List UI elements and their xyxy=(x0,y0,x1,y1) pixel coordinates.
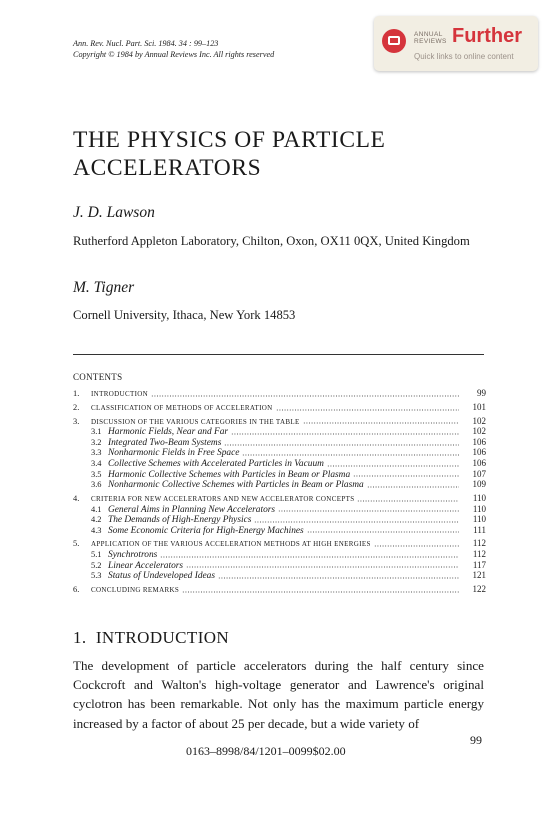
toc-entry[interactable] xyxy=(73,437,486,448)
toc-entry-number: 4.1 xyxy=(91,504,102,514)
toc-entry-number: 5.1 xyxy=(91,550,102,560)
toc-entry[interactable] xyxy=(73,469,486,480)
toc-entry-label: CONCLUDING REMARKS xyxy=(91,586,180,595)
toc-entry[interactable] xyxy=(73,458,486,469)
toc-leader-dots xyxy=(357,495,459,502)
toc-leader-dots xyxy=(231,428,459,435)
toc-entry-page: 117 xyxy=(472,559,486,570)
toc-entry-number: 3.3 xyxy=(91,448,102,458)
footer-code: 0163–8998/84/1201–0099$02.00 xyxy=(186,744,346,758)
toc-entry[interactable] xyxy=(73,426,486,437)
divider xyxy=(73,354,484,355)
toc-entry-label: General Aims in Planning New Accelerators xyxy=(108,504,276,515)
toc-entry-label: CRITERIA FOR NEW ACCELERATORS AND NEW ACCELERATOR CONCEPTS xyxy=(91,494,355,503)
toc-leader-dots xyxy=(303,417,459,424)
toc-entry[interactable] xyxy=(73,570,486,581)
author-affiliation: Rutherford Appleton Laboratory, Chilton, Oxon, OX11 0QX, United Kingdom xyxy=(73,234,470,248)
toc-entry-label: Harmonic Collective Schemes with Particles in Beam or Plasma xyxy=(108,469,351,480)
toc-leader-dots xyxy=(254,516,459,523)
toc-entry-label: Status of Undeveloped Ideas xyxy=(108,571,216,582)
toc-entry-number: 3.4 xyxy=(91,458,102,468)
toc-leader-dots xyxy=(218,572,459,579)
toc-entry-page: 106 xyxy=(472,447,486,458)
toc-entry-label: APPLICATION OF THE VARIOUS ACCELERATION METHODS AT HIGH ENERGIES xyxy=(91,540,371,549)
toc-entry-number: 3.6 xyxy=(91,480,102,490)
body-paragraph: The development of particle accelerators during the half century since Cockcroft and Walton's high-voltage generator and Lawrence's original cyclotron has been remarkable. Not only has the maximum particle energy increased by a factor of about 25 per decade, but a wide variety of xyxy=(73,658,484,731)
toc-entry-label: Harmonic Fields, Near and Far xyxy=(108,427,229,438)
toc-entry-label: Some Economic Criteria for High-Energy Machines xyxy=(108,525,304,536)
toc-entry[interactable] xyxy=(73,504,486,515)
toc-leader-dots xyxy=(374,540,459,547)
journal-citation: Ann. Rev. Nucl. Part. Sci. 1984. 34 : 99–123 xyxy=(73,39,219,48)
toc-entry-label: The Demands of High-Energy Physics xyxy=(108,515,252,526)
toc-leader-dots xyxy=(353,470,459,477)
further-banner[interactable] xyxy=(374,16,538,71)
contents-heading: CONTENTS xyxy=(73,372,123,382)
author-name: M. Tigner xyxy=(73,279,135,296)
toc-leader-dots xyxy=(186,561,459,568)
toc-entry-number: 5. xyxy=(73,539,80,549)
banner-headline: Further xyxy=(452,25,522,47)
toc-leader-dots xyxy=(327,460,459,467)
toc-entry-number: 5.3 xyxy=(91,571,102,581)
toc-entry[interactable] xyxy=(73,479,486,490)
toc-entry-number: 5.2 xyxy=(91,560,102,570)
toc-entry-number: 4.2 xyxy=(91,515,102,525)
toc-entry-number: 3.1 xyxy=(91,427,102,437)
toc-entry-page: 122 xyxy=(472,584,486,595)
toc-entry-page: 102 xyxy=(472,415,486,426)
toc-entry-label: Nonharmonic Fields in Free Space xyxy=(108,448,240,459)
toc-entry-page: 110 xyxy=(472,492,486,503)
toc-leader-dots xyxy=(307,526,459,533)
toc-leader-dots xyxy=(151,390,459,397)
toc-entry-number: 3.2 xyxy=(91,437,102,447)
copyright-line: Copyright © 1984 by Annual Reviews Inc. All rights reserved xyxy=(73,50,275,59)
banner-brand: ANNUAL REVIEWS xyxy=(414,31,447,45)
toc-entry-number: 3.5 xyxy=(91,469,102,479)
toc-entry[interactable] xyxy=(73,584,486,595)
toc-entry-page: 112 xyxy=(472,549,486,560)
toc-entry-page: 109 xyxy=(472,479,486,490)
toc-entry-number: 2. xyxy=(73,402,80,412)
toc-entry-page: 111 xyxy=(473,524,486,535)
toc-entry[interactable] xyxy=(73,538,486,549)
toc-entry[interactable] xyxy=(73,525,486,536)
author-affiliation: Cornell University, Ithaca, New York 14853 xyxy=(73,308,296,322)
toc-entry-label: DISCUSSION OF THE VARIOUS CATEGORIES IN THE TABLE xyxy=(91,417,300,426)
toc-entry[interactable] xyxy=(73,402,486,413)
toc-leader-dots xyxy=(278,505,459,512)
toc-entry-page: 121 xyxy=(472,570,486,581)
toc-entry[interactable] xyxy=(73,514,486,525)
toc-leader-dots xyxy=(367,481,459,488)
toc-entry-page: 112 xyxy=(472,538,486,549)
toc-entry-page: 106 xyxy=(472,436,486,447)
toc-entry-label: Integrated Two-Beam Systems xyxy=(108,437,222,448)
table-of-contents xyxy=(73,388,486,595)
toc-leader-dots xyxy=(276,404,459,411)
toc-entry-page: 99 xyxy=(477,388,486,398)
toc-entry-label: Linear Accelerators xyxy=(108,560,184,571)
toc-entry-page: 101 xyxy=(472,401,486,412)
toc-entry-page: 110 xyxy=(472,514,486,525)
toc-entry-number: 4. xyxy=(73,493,80,503)
toc-entry-label: Collective Schemes with Accelerated Particles in Vacuum xyxy=(108,458,324,469)
toc-entry-page: 110 xyxy=(472,503,486,514)
toc-leader-dots xyxy=(182,586,459,593)
toc-entry-label: Synchrotrons xyxy=(108,550,158,561)
section-title: INTRODUCTION xyxy=(95,628,230,647)
article-title: THE PHYSICS OF PARTICLE ACCELERATORS xyxy=(73,127,386,181)
toc-leader-dots xyxy=(160,551,459,558)
toc-entry-number: 1. xyxy=(73,389,80,398)
toc-entry[interactable] xyxy=(73,549,486,560)
toc-entry-label: Nonharmonic Collective Schemes with Particles in Beam or Plasma xyxy=(108,480,364,491)
toc-entry-page: 102 xyxy=(472,426,486,437)
toc-entry[interactable] xyxy=(73,493,486,504)
section-heading xyxy=(73,628,229,648)
toc-entry-number: 4.3 xyxy=(91,525,102,535)
annual-reviews-logo-icon xyxy=(382,29,406,53)
toc-entry[interactable] xyxy=(73,447,486,458)
page-number: 99 xyxy=(470,733,482,747)
journal-header xyxy=(73,38,274,60)
section-number: 1. xyxy=(73,628,87,647)
toc-leader-dots xyxy=(224,439,459,446)
toc-entry-label: CLASSIFICATION OF METHODS OF ACCELERATION xyxy=(91,403,273,412)
toc-entry[interactable] xyxy=(73,416,486,427)
toc-leader-dots xyxy=(242,449,459,456)
toc-entry-page: 107 xyxy=(472,468,486,479)
banner-tagline: Quick links to online content xyxy=(414,52,514,61)
author-name: J. D. Lawson xyxy=(73,204,155,221)
toc-entry[interactable] xyxy=(73,560,486,571)
toc-entry-page: 106 xyxy=(472,457,486,468)
toc-entry[interactable] xyxy=(73,388,486,399)
toc-entry-label: INTRODUCTION xyxy=(91,390,149,398)
toc-entry-number: 6. xyxy=(73,585,80,595)
toc-entry-number: 3. xyxy=(73,416,80,426)
